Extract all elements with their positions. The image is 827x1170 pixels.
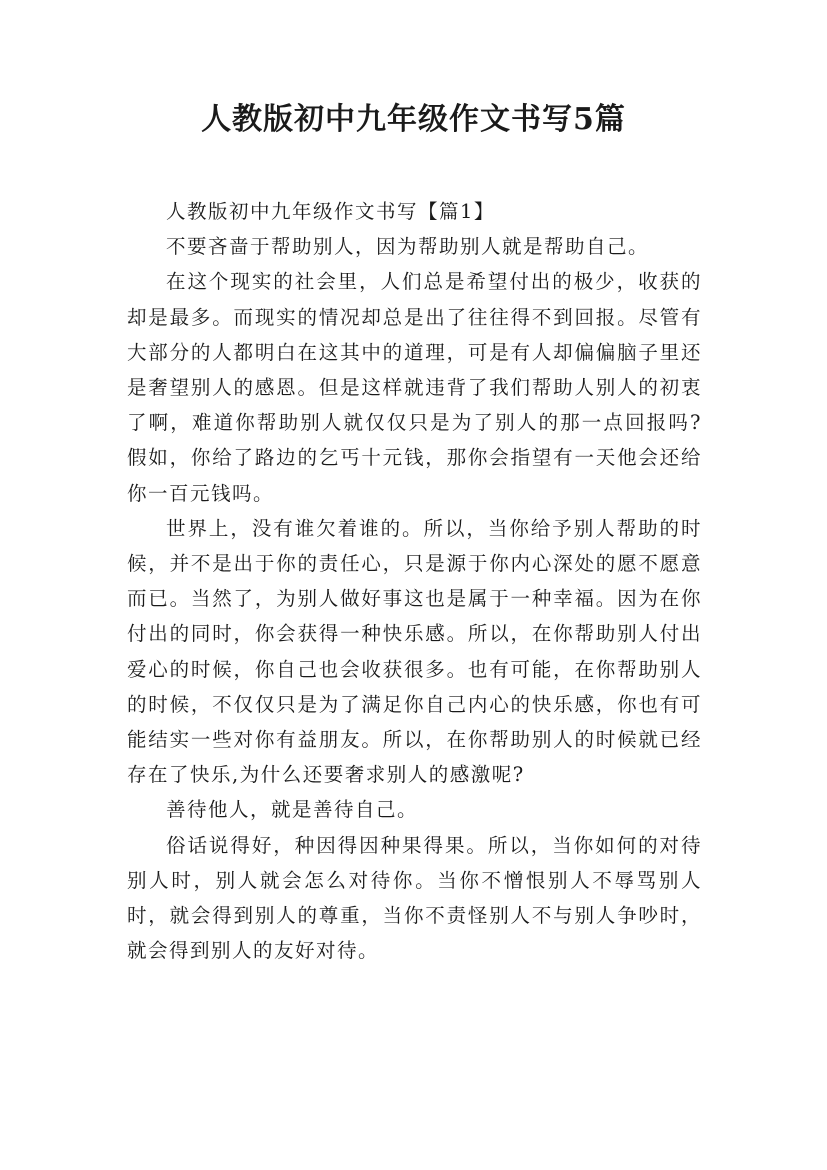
section-heading: 人教版初中九年级作文书写【篇1】 bbox=[166, 200, 495, 223]
paragraph: 俗话说得好，种因得因种果得果。所以，当你如何的对待别人时，别人就会怎么对待你。当你不憎恨别人不辱骂别人时，就会得到别人的尊重，当你不责怪别人不与别人争吵时，就会得到别人的友好对待。 bbox=[127, 833, 702, 963]
paragraph: 世界上，没有谁欠着谁的。所以，当你给予别人帮助的时候，并不是出于你的责任心，只是源于你内心深处的愿不愿意而已。当然了，为别人做好事这也是属于一种幸福。因为在你付出的同时，你会获得一种快乐感。所以，在你帮助别人付出爱心的时候，你自己也会收获很多。也有可能，在你帮助别人的时候，不仅仅只是为了满足你自己内心的快乐感，你也有可能结实一些对你有益朋友。所以，在你帮助别人的时候就已经存在了快乐,为什么还要奢求别人的感激呢? bbox=[127, 516, 702, 787]
document-body bbox=[127, 194, 702, 968]
document-title: 人教版初中九年级作文书写5篇 bbox=[201, 102, 626, 137]
paragraph: 不要吝啬于帮助别人，因为帮助别人就是帮助自己。 bbox=[166, 235, 650, 259]
paragraph: 善待他人，就是善待自己。 bbox=[166, 798, 419, 822]
paragraph: 在这个现实的社会里，人们总是希望付出的极少，收获的却是最多。而现实的情况却总是出了往往得不到回报。尽管有大部分的人都明白在这其中的道理，可是有人却偏偏脑子里还是奢望别人的感恩。但是这样就违背了我们帮助人别人的初衷了啊，难道你帮助别人就仅仅只是为了别人的那一点回报吗?假如，你给了路边的乞丐十元钱，那你会指望有一天他会还给你一百元钱吗。 bbox=[127, 270, 702, 505]
